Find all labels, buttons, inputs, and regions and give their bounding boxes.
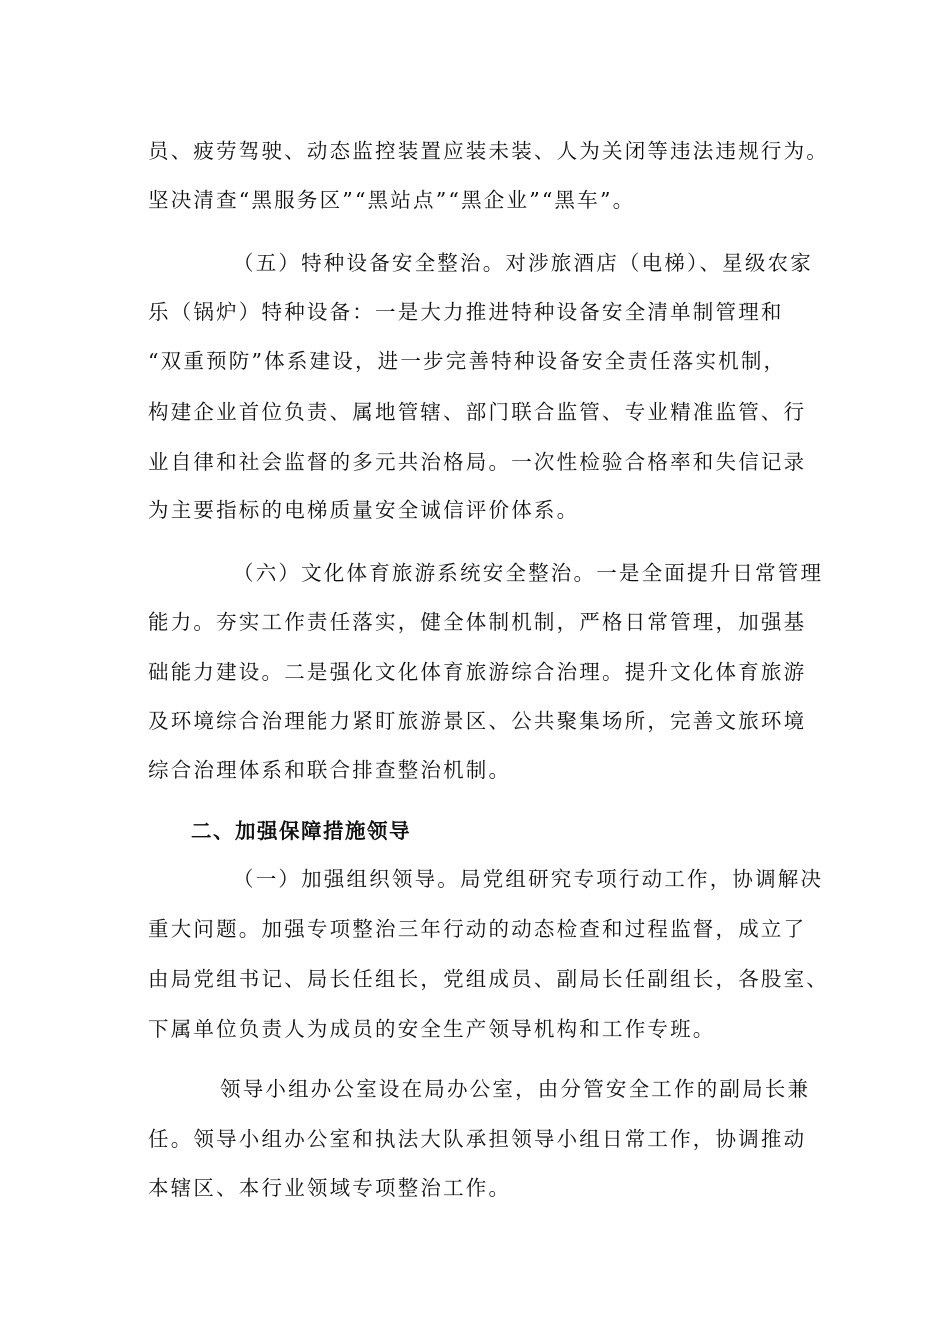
text-line: 任。领导小组办公室和执法大队承担领导小组日常工作，协调推动 <box>148 1127 807 1151</box>
text-line: （五）特种设备安全整治。对涉旅酒店（电梯）、星级农家 <box>233 251 813 275</box>
text-line: 坚决清查“黑服务区”“黑站点”“黑企业”“黑车”。 <box>148 188 636 212</box>
text-line: 构建企业首位负责、属地管辖、部门联合监管、专业精准监管、行 <box>148 400 807 424</box>
text-line: 重大问题。加强专项整治三年行动的动态检查和过程监督，成立了 <box>148 917 807 941</box>
text-line: 业自律和社会监督的多元共治格局。一次性检验合格率和失信记录 <box>148 450 807 474</box>
text-line: 础能力建设。二是强化文化体育旅游综合治理。提升文化体育旅游 <box>148 660 807 684</box>
text-line: （一）加强组织领导。局党组研究专项行动工作，协调解决 <box>233 867 824 891</box>
text-line: 为主要指标的电梯质量安全诚信评价体系。 <box>148 498 580 522</box>
text-line: 综合治理体系和联合排查整治机制。 <box>148 758 512 782</box>
text-line: “双重预防”体系建设，进一步完善特种设备安全责任落实机制， <box>148 349 787 373</box>
text-line: 及环境综合治理能力紧盯旅游景区、公共聚集场所，完善文旅环境 <box>148 709 807 733</box>
section-heading: 二、加强保障措施领导 <box>191 819 411 843</box>
text-line: 员、疲劳驾驶、动态监控装置应装未装、人为关闭等违法违规行为。 <box>148 139 829 163</box>
text-line: 下属单位负责人为成员的安全生产领导机构和工作专班。 <box>148 1017 716 1041</box>
text-line: 乐（锅炉）特种设备：一是大力推进特种设备安全清单制管理和 <box>148 300 784 324</box>
text-line: （六）文化体育旅游系统安全整治。一是全面提升日常管理 <box>233 561 824 585</box>
text-line: 能力。夯实工作责任落实，健全体制机制，严格日常管理，加强基 <box>148 610 807 634</box>
text-line: 由局党组书记、局长任组长，党组成员、副局长任副组长，各股室、 <box>148 967 829 991</box>
text-line: 领导小组办公室设在局办公室，由分管安全工作的副局长兼 <box>220 1077 811 1101</box>
text-line: 本辖区、本行业领域专项整治工作。 <box>148 1176 512 1200</box>
